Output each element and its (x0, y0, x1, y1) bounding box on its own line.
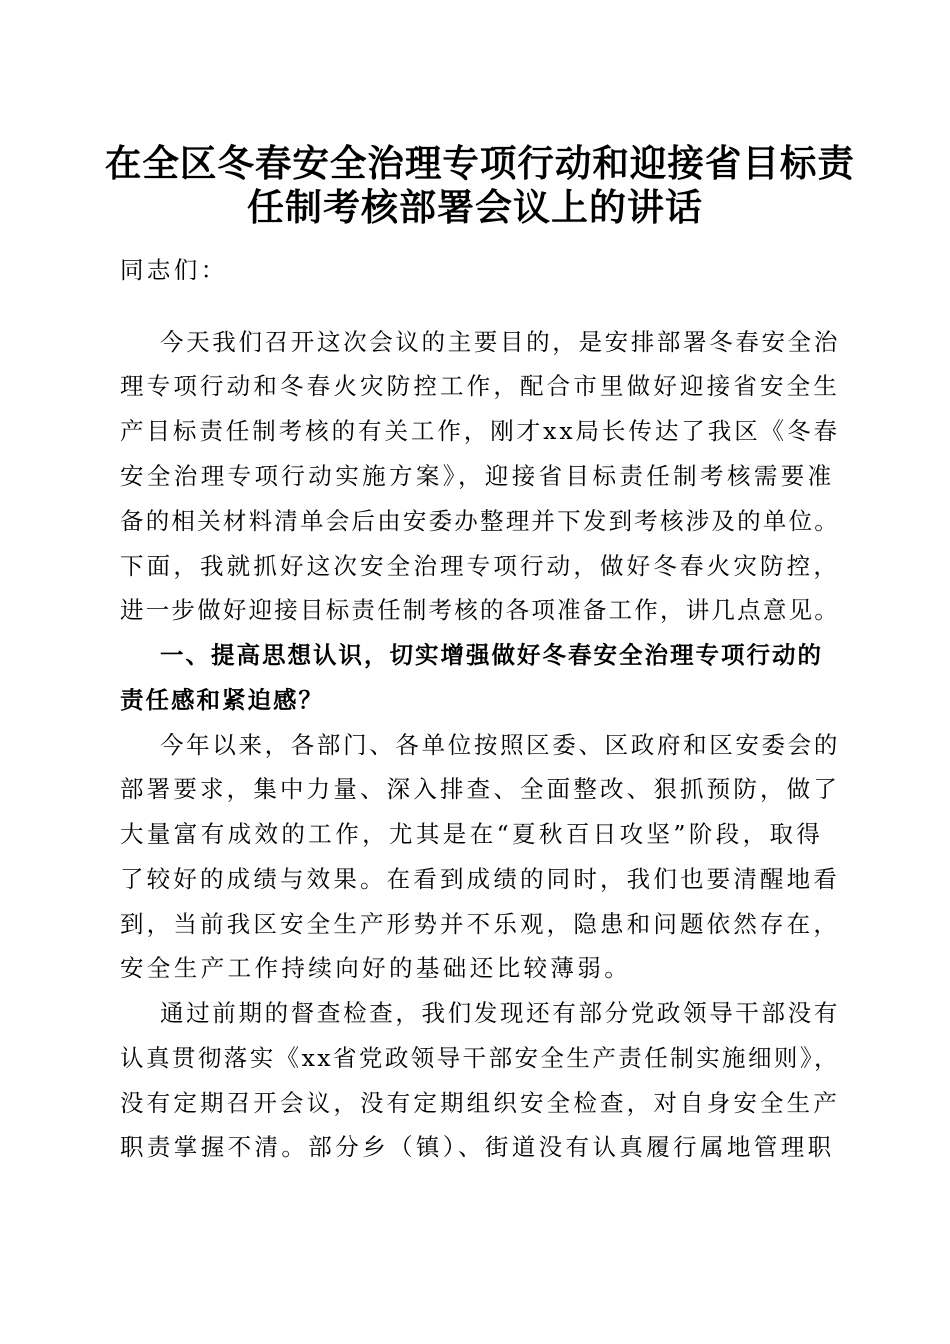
document-title-line-2: 任制考核部署会议上的讲话 (247, 185, 703, 229)
paragraph-1-line-5: 备的相关材料清单会后由安委办整理并下发到考核涉及的单位。 (120, 507, 840, 535)
paragraph-3-line-2: 认真贯彻落实《xx省党政领导干部安全生产责任制实施细则》， (120, 1044, 840, 1072)
paragraph-3-line-1: 通过前期的督查检查，我们发现还有部分党政领导干部没有 (160, 999, 840, 1027)
paragraph-2-line-6: 安全生产工作持续向好的基础还比较薄弱。 (120, 954, 632, 982)
paragraph-2-line-5: 到，当前我区安全生产形势并不乐观，隐患和问题依然存在， (120, 910, 840, 938)
paragraph-2-line-4: 了较好的成绩与效果。在看到成绩的同时，我们也要清醒地看 (120, 865, 840, 893)
paragraph-1-line-6: 下面，我就抓好这次安全治理专项行动，做好冬春火灾防控， (120, 552, 840, 580)
section-heading-1-line-1: 一、提高思想认识，切实增强做好冬春安全治理专项行动的 (160, 641, 823, 669)
salutation: 同志们： (120, 256, 228, 284)
paragraph-1-line-7: 进一步做好迎接目标责任制考核的各项准备工作，讲几点意见。 (120, 596, 840, 624)
paragraph-1-line-3: 产目标责任制考核的有关工作，刚才xx局长传达了我区《冬春 (120, 417, 840, 445)
paragraph-2-line-1: 今年以来，各部门、各单位按照区委、区政府和区安委会的 (160, 731, 840, 759)
paragraph-3-line-4: 职责掌握不清。部分乡（镇）、街道没有认真履行属地管理职 (120, 1133, 835, 1161)
paragraph-2-line-3: 大量富有成效的工作，尤其是在“夏秋百日攻坚”阶段，取得 (120, 820, 824, 848)
document-title-line-1: 在全区冬春安全治理专项行动和迎接省目标责 (104, 141, 855, 185)
paragraph-1-line-2: 理专项行动和冬春火灾防控工作，配合市里做好迎接省安全生 (120, 372, 840, 400)
paragraph-2-line-2: 部署要求，集中力量、深入排查、全面整改、狠抓预防，做了 (120, 775, 840, 803)
paragraph-1-line-1: 今天我们召开这次会议的主要目的，是安排部署冬春安全治 (160, 328, 840, 356)
paragraph-3-line-3: 没有定期召开会议，没有定期组织安全检查，对自身安全生产 (120, 1089, 840, 1117)
section-heading-1-line-2: 责任感和紧迫感？ (120, 686, 324, 714)
paragraph-1-line-4: 安全治理专项行动实施方案》，迎接省目标责任制考核需要准 (120, 462, 835, 490)
